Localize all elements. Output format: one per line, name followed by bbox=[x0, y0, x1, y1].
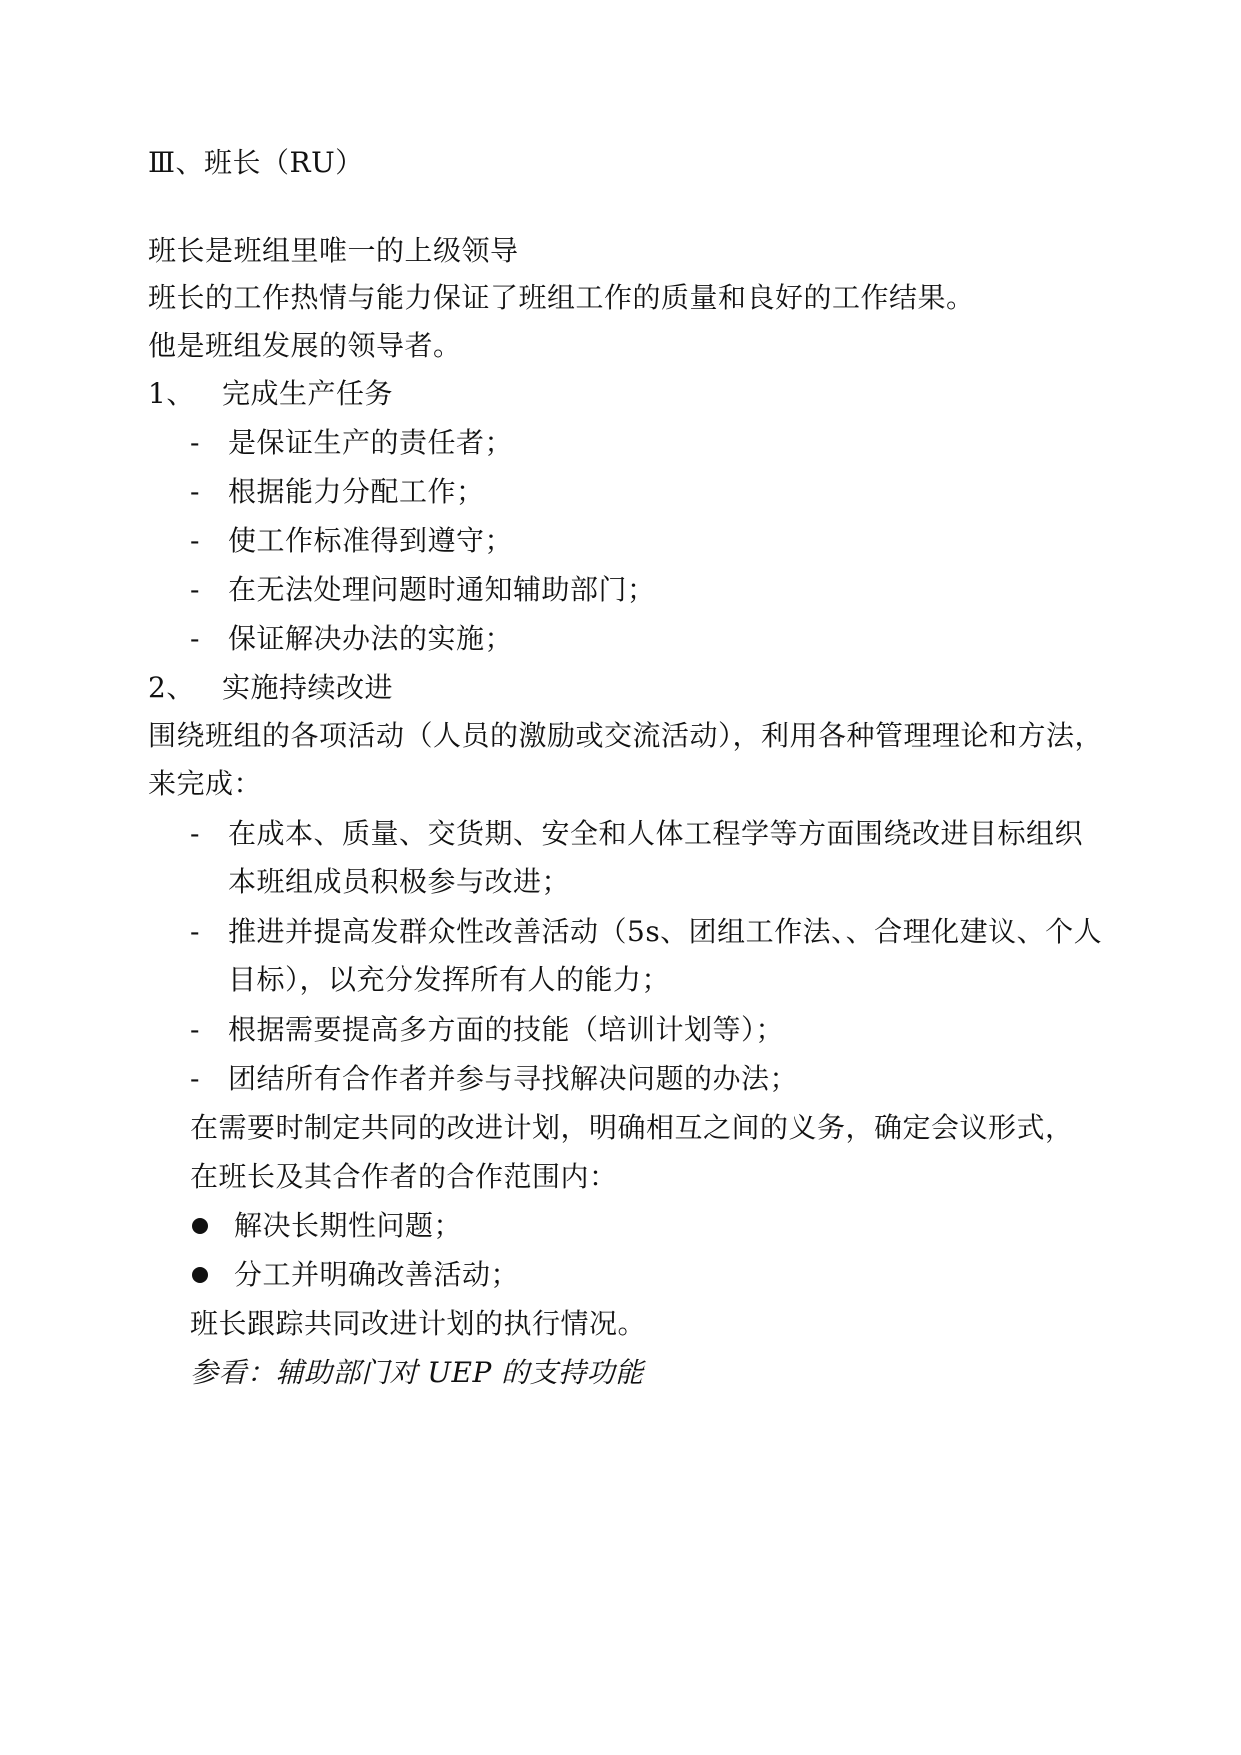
section1-item-4: 在无法处理问题时通知辅助部门； bbox=[228, 573, 656, 606]
section1-number: 1、 bbox=[148, 377, 195, 410]
bullet-item-2: 分工并明确改善活动； bbox=[234, 1258, 520, 1291]
section2-paragraph-2: 在班长及其合作者的合作范围内： bbox=[190, 1160, 618, 1193]
section2-item-1-line-1: 在成本、质量、交货期、安全和人体工程学等方面围绕改进目标组织 bbox=[228, 817, 1084, 850]
section2-item-3: 根据需要提高多方面的技能（培训计划等）； bbox=[228, 1013, 785, 1046]
section2-paragraph-1: 在需要时制定共同的改进计划，明确相互之间的义务，确定会议形式， bbox=[190, 1111, 1074, 1144]
section1-item-1: 是保证生产的责任者； bbox=[228, 426, 514, 459]
section2-paragraph-3: 班长跟踪共同改进计划的执行情况。 bbox=[190, 1307, 647, 1340]
list-dash: - bbox=[190, 573, 200, 606]
list-dash: - bbox=[190, 475, 200, 508]
section2-lead-line-1: 围绕班组的各项活动（人员的激励或交流活动），利用各种管理理论和方法， bbox=[148, 719, 1104, 752]
section2-lead-line-2: 来完成： bbox=[148, 767, 263, 800]
section2-item-2-line-2: 目标），以充分发挥所有人的能力； bbox=[228, 963, 671, 996]
list-dash: - bbox=[190, 1062, 200, 1095]
list-dash: - bbox=[190, 622, 200, 655]
section2-title: 实施持续改进 bbox=[222, 671, 394, 704]
list-dash: - bbox=[190, 1013, 200, 1046]
intro-line-2: 班长的工作热情与能力保证了班组工作的质量和良好的工作结果。 bbox=[148, 281, 975, 314]
bullet-icon bbox=[192, 1218, 208, 1234]
list-dash: - bbox=[190, 817, 200, 850]
section1-title: 完成生产任务 bbox=[222, 377, 394, 410]
list-dash: - bbox=[190, 524, 200, 557]
section1-item-2: 根据能力分配工作； bbox=[228, 475, 485, 508]
section-heading: Ⅲ、班长（RU） bbox=[148, 146, 364, 179]
section2-number: 2、 bbox=[148, 671, 195, 704]
intro-line-3: 他是班组发展的领导者。 bbox=[148, 329, 462, 362]
section2-item-4: 团结所有合作者并参与寻找解决问题的办法； bbox=[228, 1062, 799, 1095]
see-also-reference: 参看：辅助部门对 UEP 的支持功能 bbox=[190, 1356, 644, 1389]
bullet-item-1: 解决长期性问题； bbox=[234, 1209, 463, 1242]
list-dash: - bbox=[190, 426, 200, 459]
section1-item-3: 使工作标准得到遵守； bbox=[228, 524, 514, 557]
intro-line-1: 班长是班组里唯一的上级领导 bbox=[148, 234, 519, 267]
bullet-icon bbox=[192, 1267, 208, 1283]
list-dash: - bbox=[190, 915, 200, 948]
section1-item-5: 保证解决办法的实施； bbox=[228, 622, 514, 655]
section2-item-2-line-1: 推进并提高发群众性改善活动（5s、团组工作法、、合理化建议、个人 bbox=[228, 915, 1103, 948]
section2-item-1-line-2: 本班组成员积极参与改进； bbox=[228, 865, 571, 898]
